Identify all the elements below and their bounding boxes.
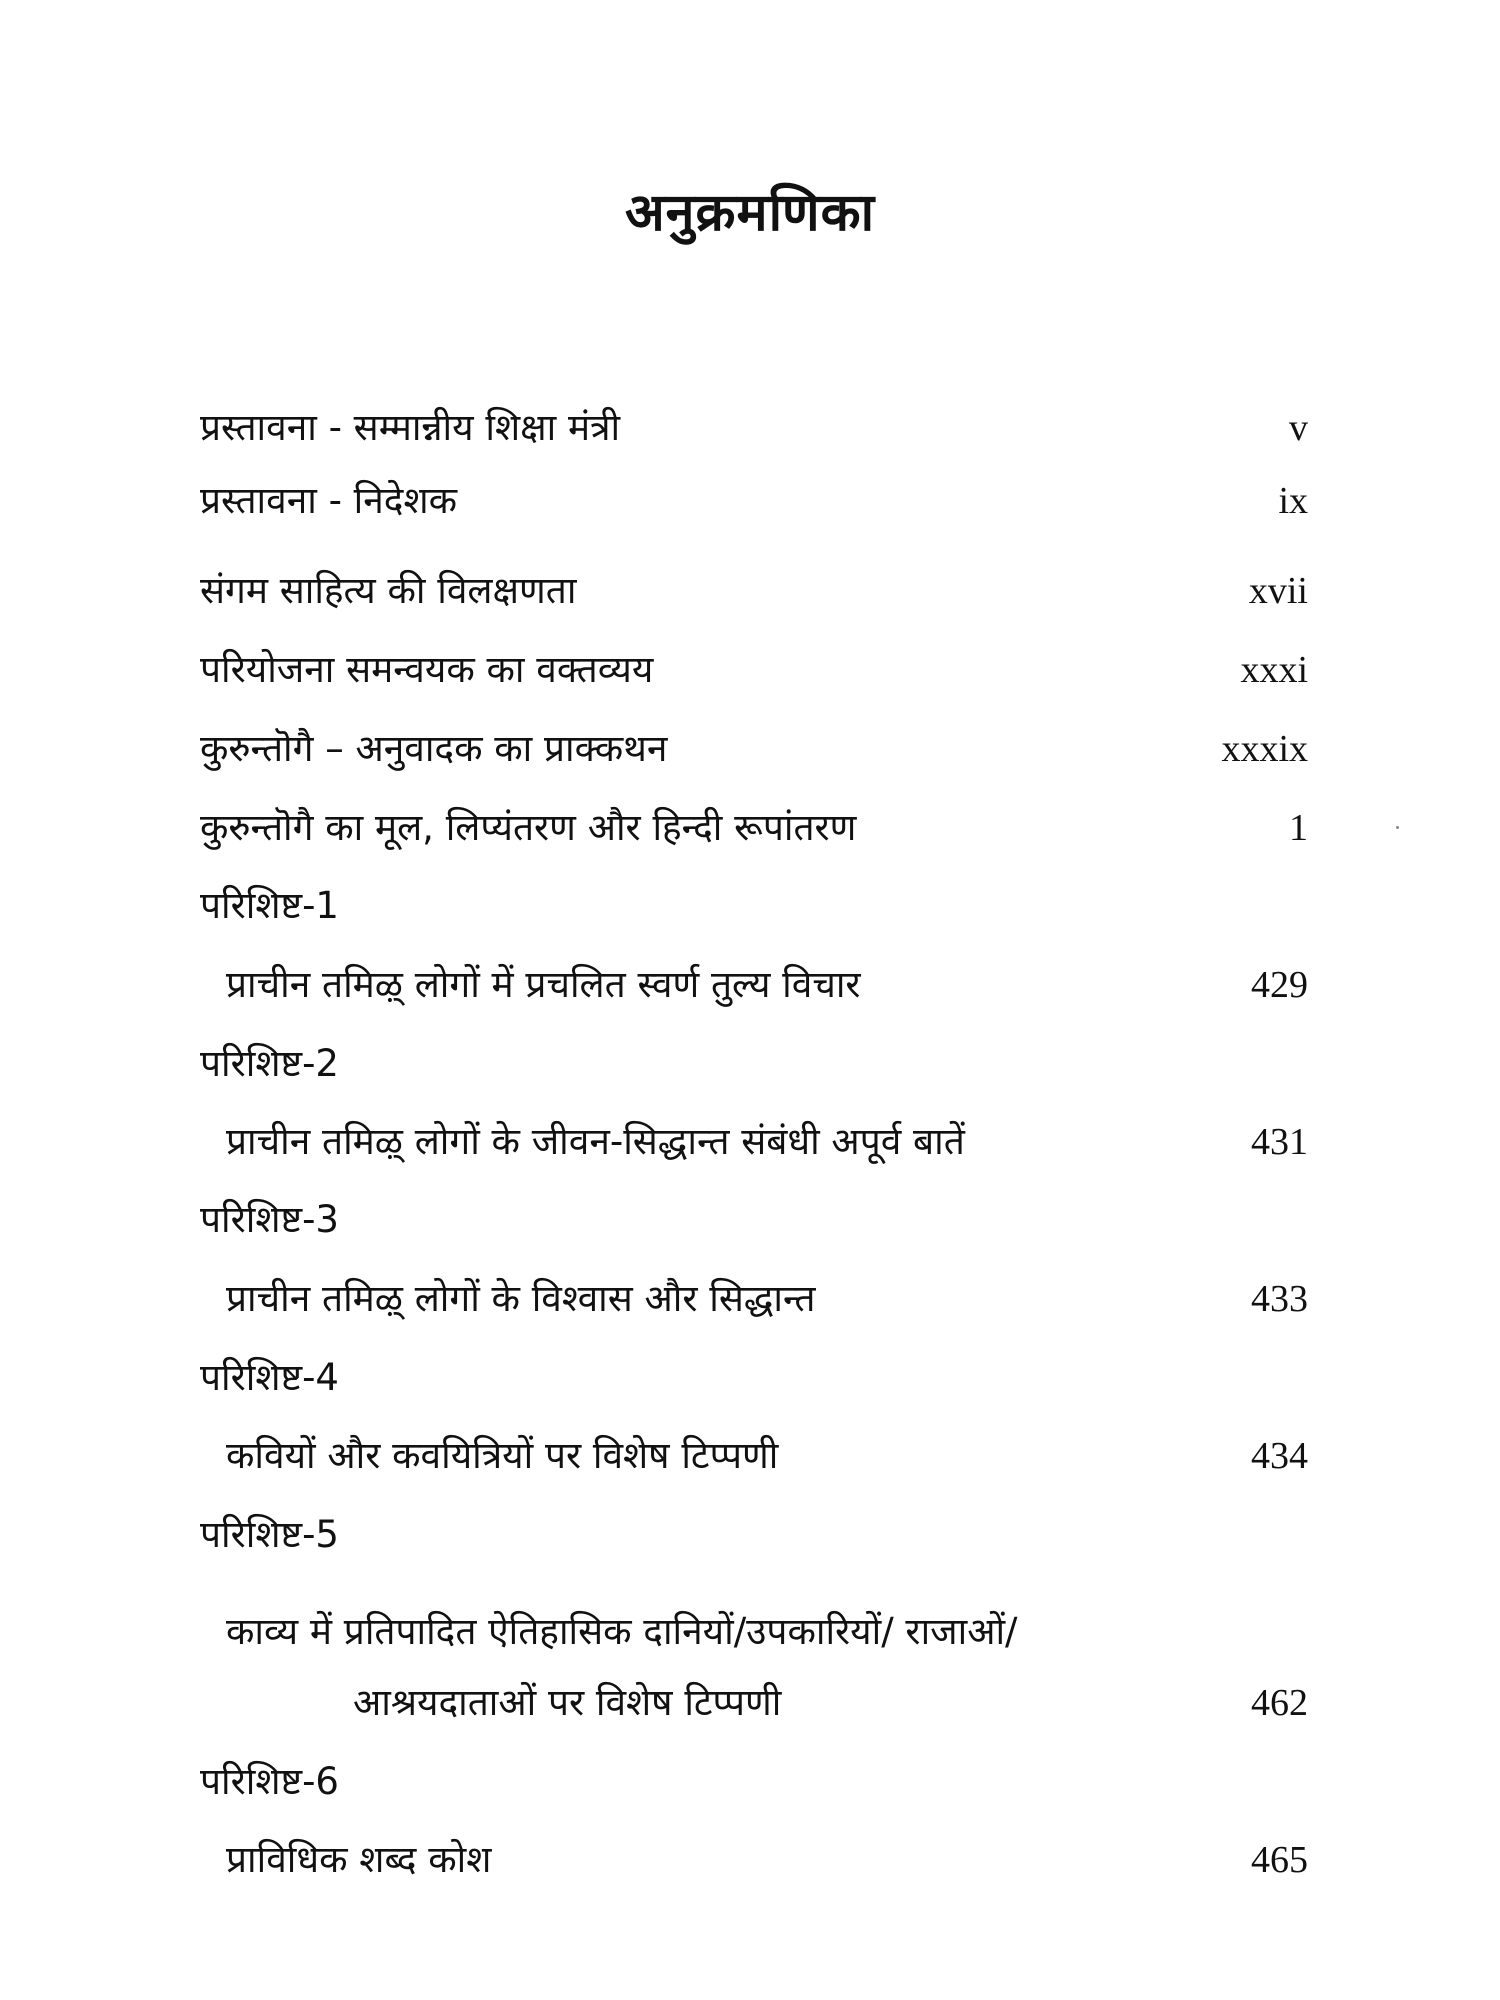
- toc-entry-title: कवियों और कवयित्रियों पर विशेष टिप्पणी: [226, 1434, 779, 1477]
- toc-page-number: ix: [1278, 480, 1308, 522]
- toc-entry-title: प्रस्तावना - निदेशक: [200, 479, 458, 522]
- toc-section-title: परिशिष्ट-5: [200, 1513, 339, 1556]
- page-title: अनुक्रमणिका: [624, 183, 876, 243]
- toc-entry-title: कुरुन्तॊगै का मूल, लिप्यंतरण और हिन्दी रूपांतरण: [200, 806, 857, 849]
- toc-row: [0, 1112, 1500, 1172]
- toc-section-title: परिशिष्ट-3: [200, 1198, 339, 1241]
- toc-entry-title: काव्य में प्रतिपादित ऐतिहासिक दानियों/उपकारियों/ राजाओं/: [226, 1610, 1018, 1653]
- toc-row: [0, 1673, 1500, 1733]
- toc-section-row: [0, 1190, 1500, 1250]
- toc-page-number: 462: [1251, 1682, 1308, 1724]
- toc-page-number: 429: [1251, 964, 1308, 1006]
- toc-row: [0, 1426, 1500, 1486]
- toc-section-row: [0, 876, 1500, 936]
- toc-page-number: xxxix: [1221, 728, 1308, 770]
- toc-row: [0, 1602, 1500, 1662]
- toc-section-title: परिशिष्ट-2: [200, 1042, 339, 1085]
- toc-entry-title: प्राचीन तमिऴ् लोगों में प्रचलित स्वर्ण तुल्य विचार: [226, 963, 861, 1006]
- toc-section-title: परिशिष्ट-6: [200, 1760, 339, 1803]
- toc-row: [0, 398, 1500, 458]
- toc-section-row: [0, 1505, 1500, 1565]
- toc-row: [0, 719, 1500, 779]
- toc-entry-title: प्रस्तावना - सम्मान्नीय शिक्षा मंत्री: [200, 406, 621, 449]
- toc-row: [0, 955, 1500, 1015]
- toc-entry-title: प्राचीन तमिऴ् लोगों के विश्वास और सिद्धान्त: [226, 1277, 816, 1320]
- toc-row: [0, 1269, 1500, 1329]
- toc-entry-title: परियोजना समन्वयक का वक्तव्यय: [200, 648, 654, 691]
- toc-row: [0, 798, 1500, 858]
- toc-section-title: परिशिष्ट-1: [200, 884, 339, 927]
- toc-entry-title: संगम साहित्य की विलक्षणता: [200, 569, 577, 612]
- toc-page-number: v: [1289, 407, 1308, 449]
- toc-entry-title: कुरुन्तॊगै – अनुवादक का प्राक्कथन: [200, 727, 668, 770]
- toc-section-row: [0, 1034, 1500, 1094]
- toc-entry-title: प्राचीन तमिऴ् लोगों के जीवन-सिद्धान्त संबंधी अपूर्व बातें: [226, 1120, 965, 1163]
- toc-entry-title-continued: आश्रयदाताओं पर विशेष टिप्पणी: [353, 1681, 782, 1724]
- toc-page-number: 1: [1289, 807, 1308, 849]
- toc-page-number: 465: [1251, 1839, 1308, 1881]
- toc-section-row: [0, 1348, 1500, 1408]
- toc-section-title: परिशिष्ट-4: [200, 1356, 339, 1399]
- toc-row: [0, 1830, 1500, 1890]
- toc-row: [0, 471, 1500, 531]
- toc-page-number: xvii: [1248, 570, 1308, 612]
- toc-page-number: 433: [1251, 1278, 1308, 1320]
- toc-page-number: xxxi: [1240, 649, 1308, 691]
- toc-row: [0, 640, 1500, 700]
- toc-page-number: 431: [1251, 1121, 1308, 1163]
- toc-page-number: 434: [1251, 1435, 1308, 1477]
- toc-section-row: [0, 1752, 1500, 1812]
- scan-speck: [1396, 826, 1399, 829]
- toc-row: [0, 561, 1500, 621]
- toc-entry-title: प्राविधिक शब्द कोश: [226, 1838, 492, 1881]
